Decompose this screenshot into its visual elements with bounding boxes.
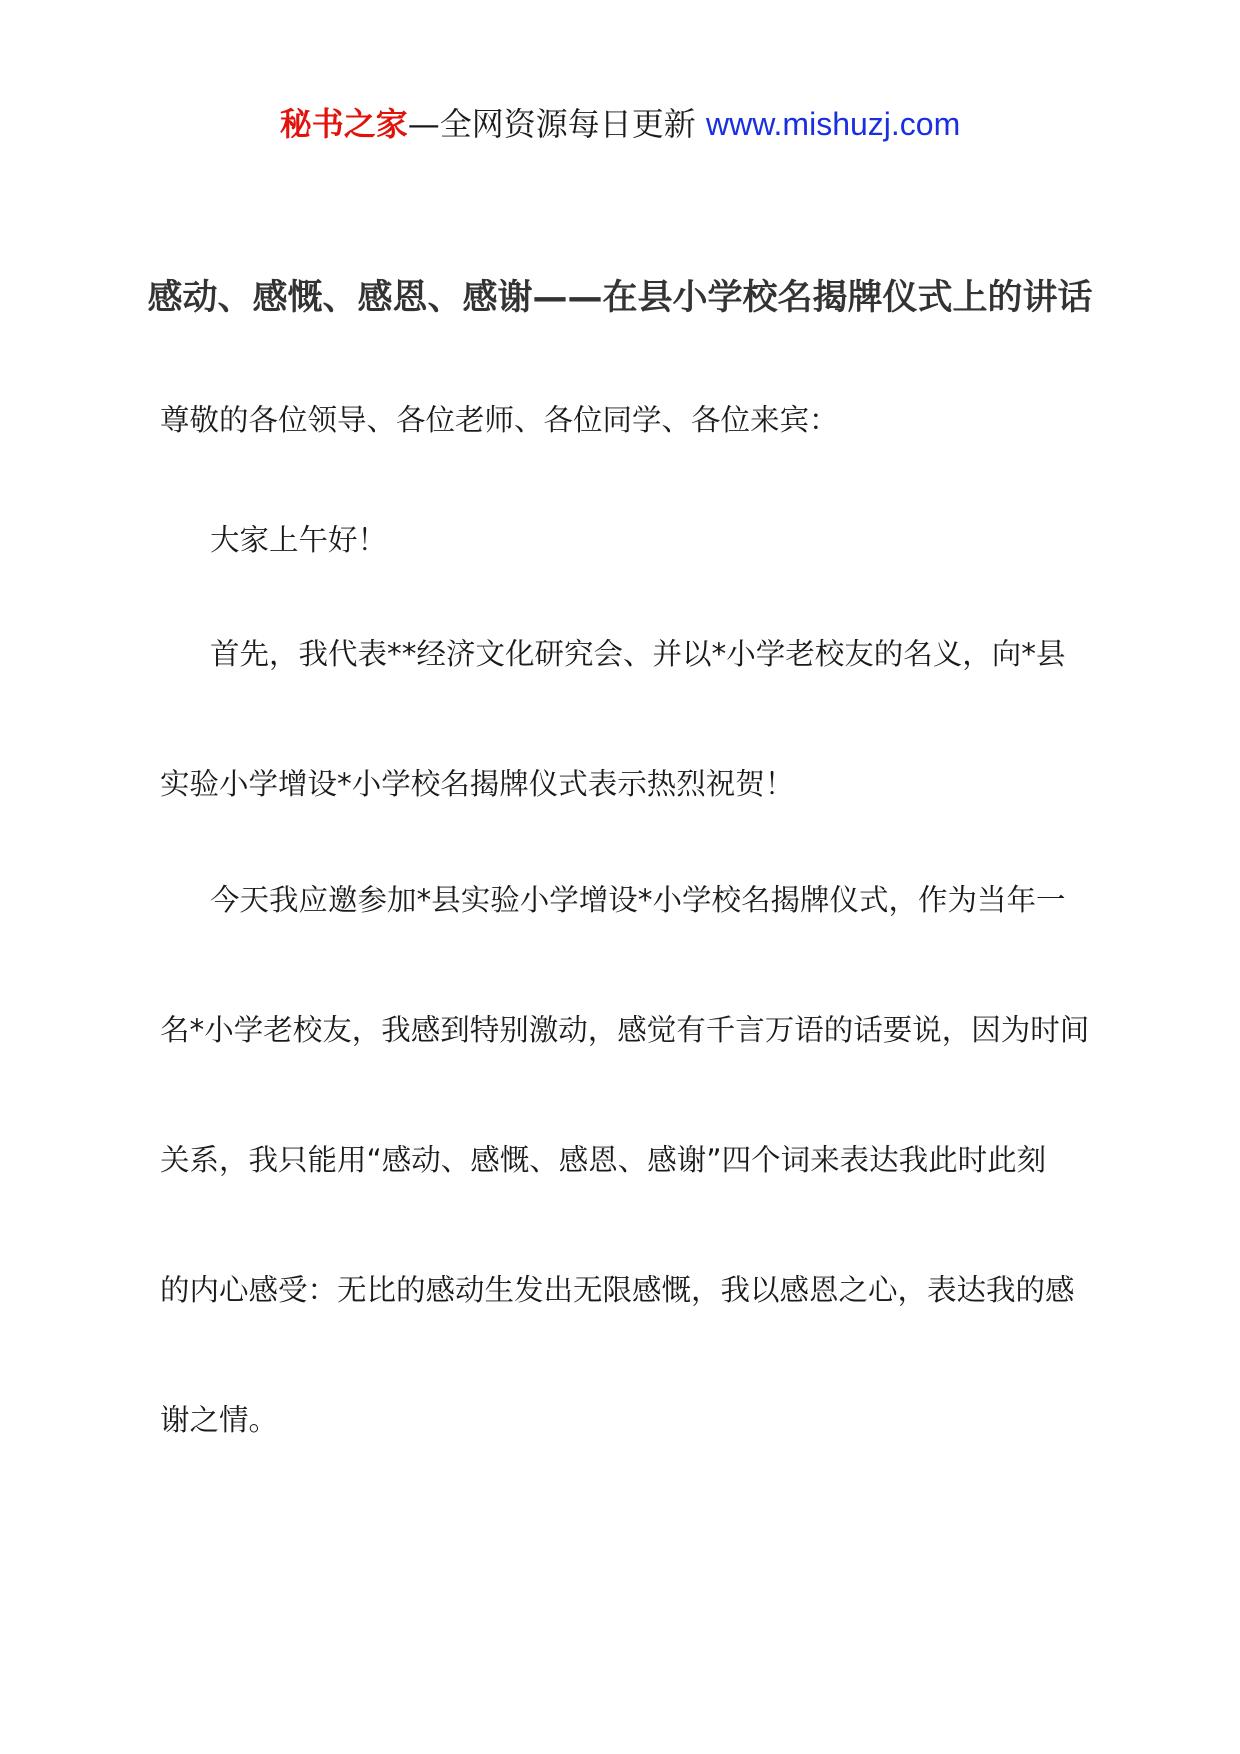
paragraph-1-line: 首先，我代表**经济文化研究会、并以*小学老校友的名义，向*县 [210,637,1066,671]
document-body [160,398,1088,1442]
paragraph-2-line: 名*小学老校友，我感到特别激动，感觉有千言万语的话要说，因为时间 [160,1013,1090,1047]
site-url-link[interactable]: www.mishuzj.com [705,106,961,142]
paragraph-2-line: 的内心感受：无比的感动生发出无限感慨，我以感恩之心，表达我的感 [160,1273,1075,1307]
paragraph-1 [160,632,1088,806]
greeting: 大家上午好！ [210,523,388,557]
page-header [0,100,1240,148]
paragraph-2-line: 谢之情。 [160,1403,279,1437]
paragraph-2-line: 关系，我只能用“感动、感慨、感恩、感谢”四个词来表达我此时此刻 [160,1143,1047,1177]
paragraph-1-line: 实验小学增设*小学校名揭牌仪式表示热烈祝贺！ [160,767,795,801]
header-tagline: —全网资源每日更新 [407,105,706,143]
document-title: 感动、感慨、感恩、感谢——在县小学校名揭牌仪式上的讲话 [147,278,1093,318]
salutation: 尊敬的各位领导、各位老师、各位同学、各位来宾： [160,403,839,437]
paragraph-2-line: 今天我应邀参加*县实验小学增设*小学校名揭牌仪式，作为当年一 [210,883,1066,917]
brand-name: 秘书之家 [279,105,408,143]
paragraph-2 [160,878,1088,1442]
